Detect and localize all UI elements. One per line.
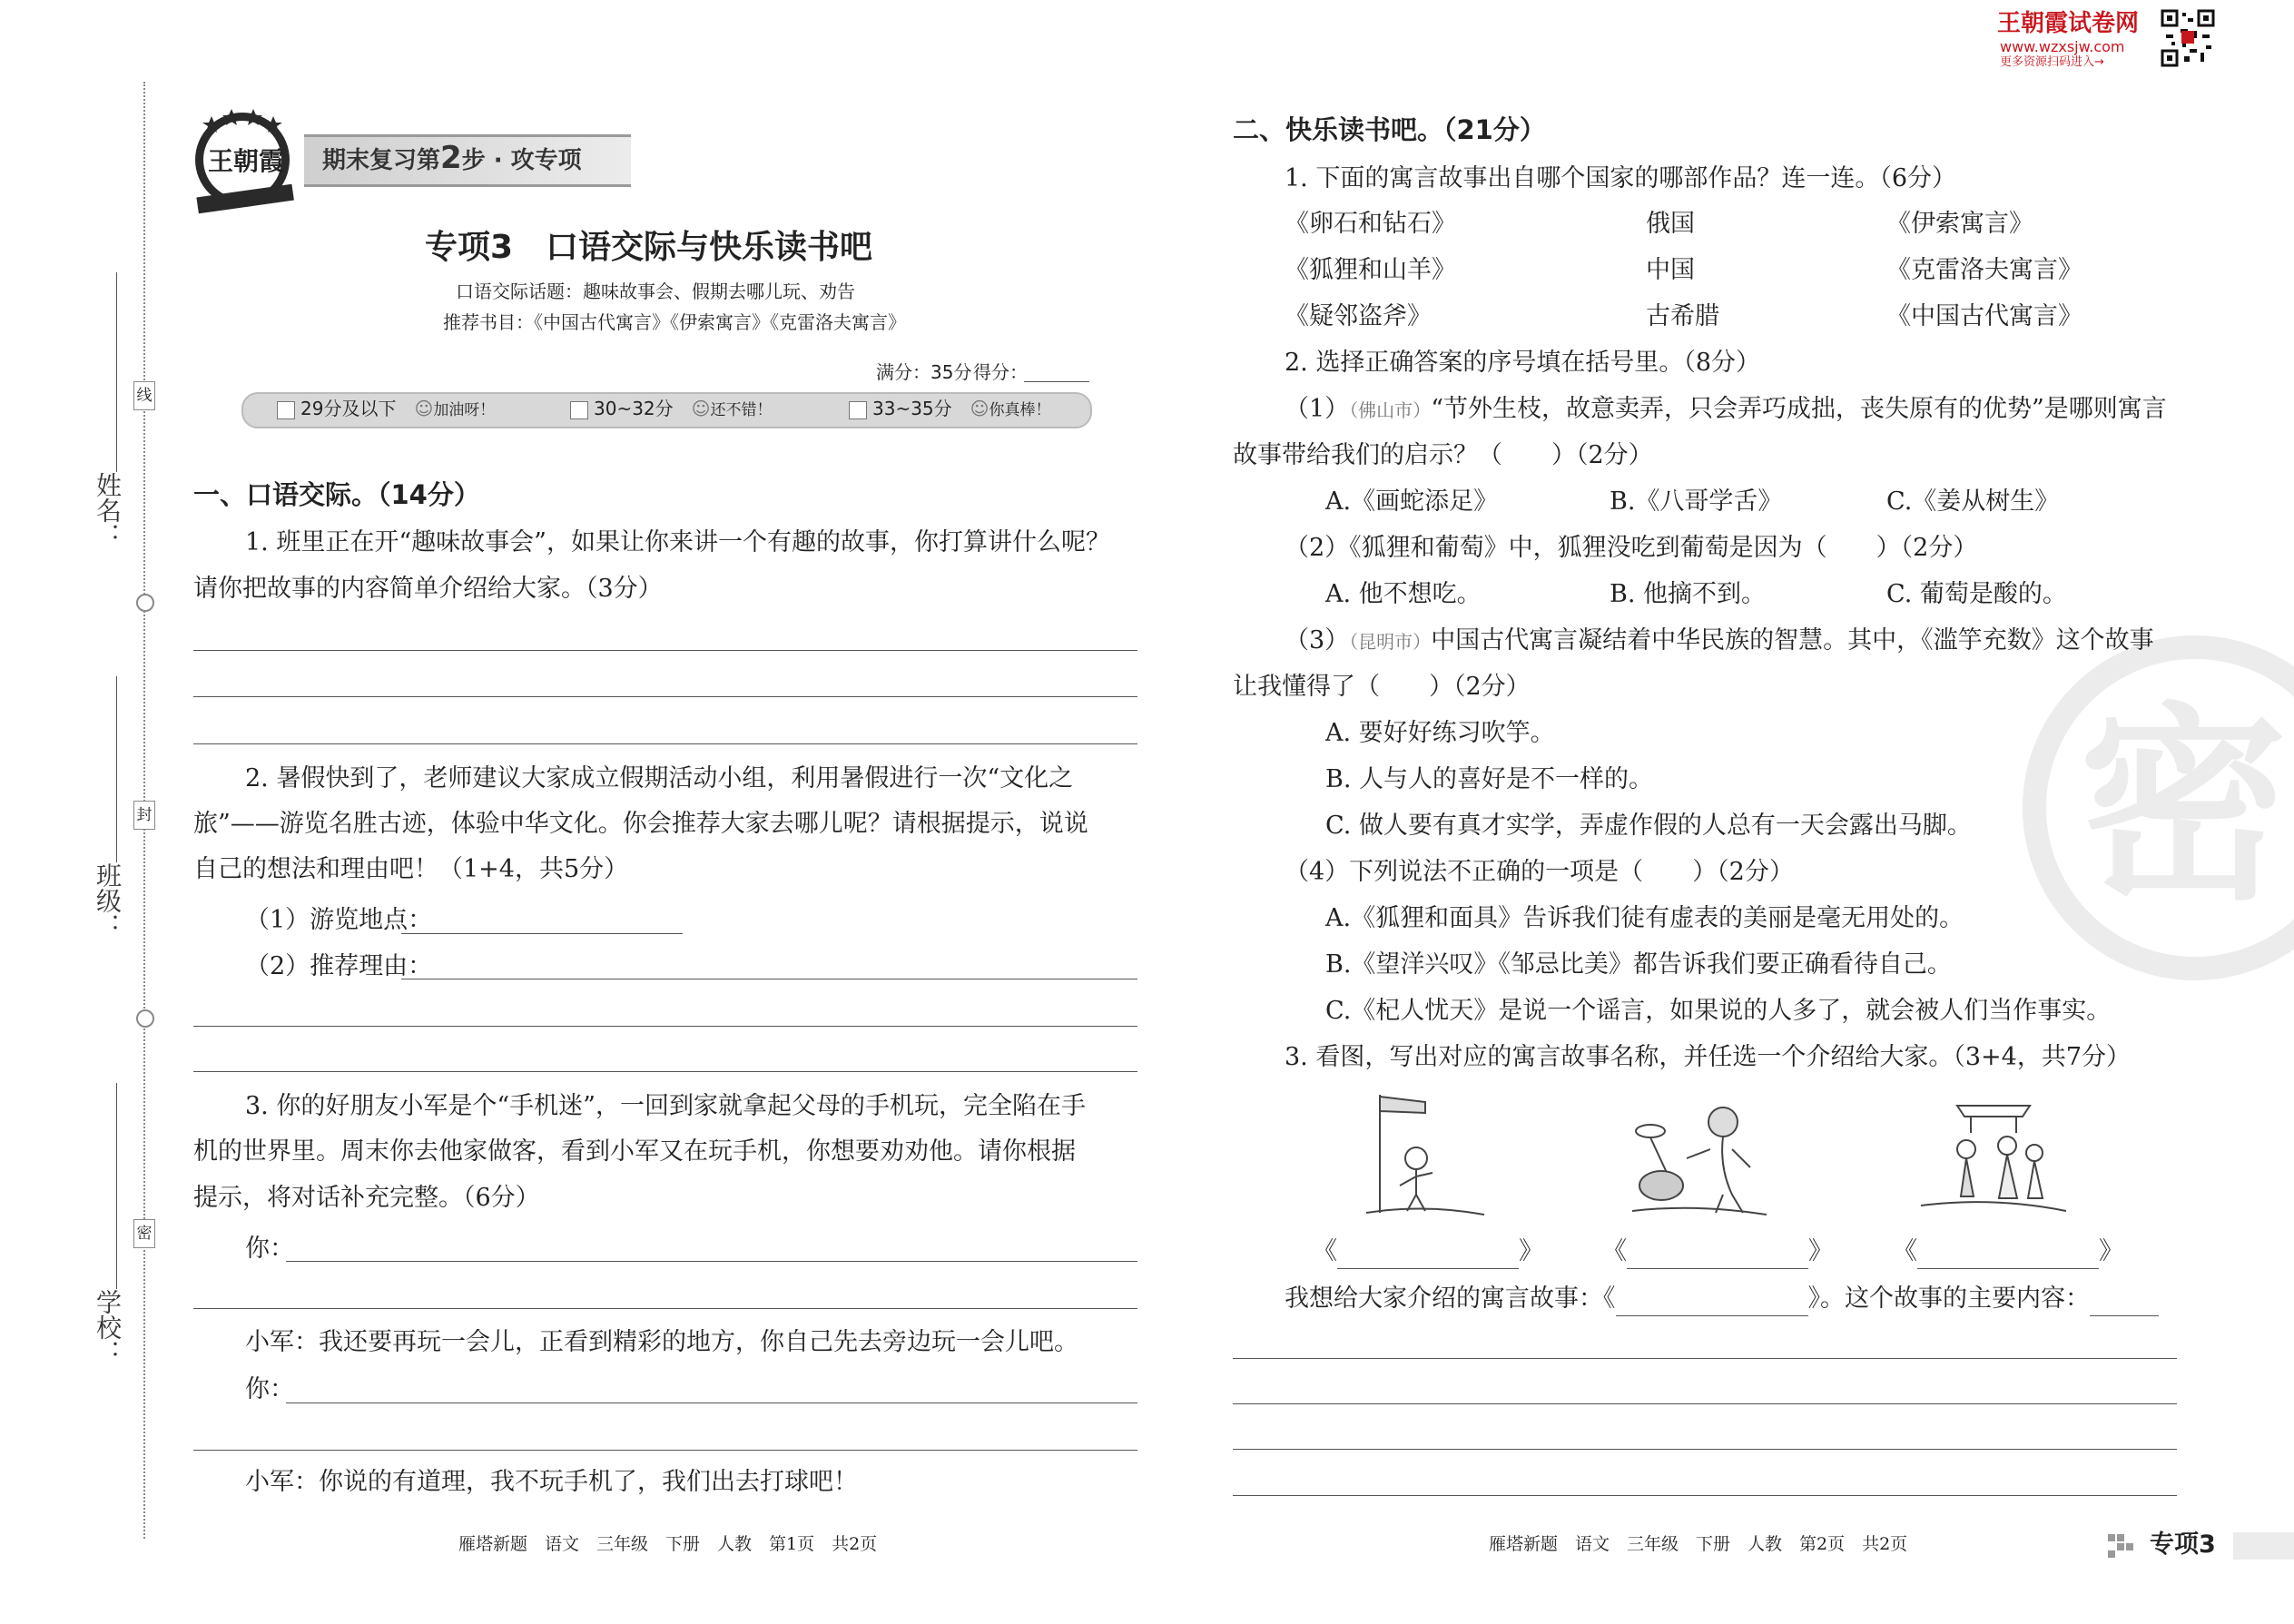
book-3[interactable]: 《中国古代寓言》 — [1886, 302, 2082, 330]
stage-banner-text: 期末复习第2步 · 攻专项 — [322, 140, 582, 176]
dialogue-xiaojun-1: 小军：我还要再玩一会儿，正看到精彩的地方，你自己先去旁边玩一会儿吧。 — [245, 1328, 1078, 1356]
s2q2-4-option-c[interactable]: C.《杞人忧天》是说一个谣言，如果说的人多了，就会被人们当作事实。 — [1325, 997, 2112, 1025]
dialogue-xiaojun-2: 小军：你说的有道理，我不玩手机了，我们出去打球吧！ — [245, 1468, 858, 1496]
intro-answer-line[interactable] — [1233, 1358, 2177, 1359]
story-2[interactable]: 《狐狸和山羊》 — [1285, 256, 1456, 284]
q1-text-2: 请你把故事的内容简单介绍给大家。（3分） — [193, 575, 663, 603]
corner-tag-bar — [2233, 1532, 2294, 1560]
checkbox-3[interactable] — [849, 401, 867, 419]
q2-reason-line[interactable] — [193, 1026, 1137, 1027]
s2q2-4-option-a[interactable]: A.《狐狸和面具》告诉我们徒有虚表的美丽是毫无用处的。 — [1325, 904, 1964, 932]
q3-text-3: 提示，将对话补充完整。（6分） — [193, 1184, 540, 1212]
q2-reason-line[interactable] — [193, 1071, 1137, 1072]
footer-right: 雁塔新题 语文 三年级 下册 人教 第2页 共2页 — [1489, 1534, 1908, 1554]
site-url: www.wzxsjw.com — [2000, 38, 2125, 55]
dialogue-you-2-line[interactable] — [193, 1450, 1137, 1451]
full-score: 满分：35分 — [876, 361, 972, 383]
binding-mark-2 — [136, 1009, 154, 1028]
fable-picture-3 — [1921, 1097, 2066, 1220]
q3-text-1: 3. 你的好朋友小军是个“手机迷”，一回到家就拿起父母的手机玩，完全陷在手 — [245, 1092, 1086, 1120]
fable-picture-1 — [1362, 1086, 1489, 1220]
s2q2-1-text-2: 故事带给我们的启示？（ ）（2分） — [1233, 441, 1653, 469]
s2q2-2-option-b[interactable]: B. 他摘不到。 — [1610, 580, 1767, 608]
q2-place-label: （1）游览地点： — [245, 906, 433, 934]
s2q2-1-text-1: （1）（佛山市）“节外生枝，故意卖弄，只会弄巧成拙，丧失原有的优势”是哪则寓言 — [1285, 395, 2167, 423]
s2q2-3-option-a[interactable]: A. 要好好练习吹竽。 — [1325, 719, 1555, 747]
s2q3-prompt: 3. 看图，写出对应的寓言故事名称，并任选一个介绍给大家。（3+4，共7分） — [1285, 1043, 2131, 1071]
q2-text-3: 自己的想法和理由吧！（1+4，共5分） — [193, 855, 629, 883]
section2-title: 二、快乐读书吧。（21分） — [1233, 114, 1546, 145]
dialogue-you-1-line[interactable] — [193, 1308, 1137, 1309]
picture-1-answer[interactable]: 《 》 — [1313, 1235, 1543, 1269]
rating-option-3[interactable]: 33~35分 ☺你真棒！ — [849, 394, 1051, 425]
intro-content-field[interactable] — [2090, 1288, 2159, 1316]
smiley-icon: ☺ — [691, 398, 711, 419]
name-field[interactable] — [116, 272, 117, 472]
smiley-icon: ☺ — [414, 398, 434, 419]
q1-text-1: 1. 班里正在开“趣味故事会”，如果让你来讲一个有趣的故事，你打算讲什么呢？ — [245, 528, 1110, 556]
smiley-icon: ☺ — [970, 398, 989, 419]
score-field[interactable] — [1024, 381, 1089, 382]
s2q2-prompt: 2. 选择正确答案的序号填在括号里。（8分） — [1285, 349, 1761, 377]
rating-option-1[interactable]: 29分及以下 ☺加油呀！ — [277, 394, 495, 425]
s2q2-1-option-b[interactable]: B.《八哥学舌》 — [1610, 487, 1783, 516]
corner-tag: 专项3 — [2150, 1530, 2216, 1559]
corner-tag-icon — [2108, 1534, 2133, 1558]
page-title: 专项3 口语交际与快乐读书吧 — [425, 229, 873, 266]
seal-box-2: 封 — [133, 801, 155, 830]
book-2[interactable]: 《克雷洛夫寓言》 — [1886, 256, 2082, 284]
story-1[interactable]: 《卵石和钻石》 — [1285, 210, 1456, 238]
dialogue-you-2: 你： — [245, 1375, 294, 1403]
q1-answer-line[interactable] — [193, 650, 1137, 651]
qr-code[interactable] — [2161, 9, 2215, 67]
s2q2-4-option-b[interactable]: B.《望洋兴叹》《邹忌比美》都告诉我们要正确看待自己。 — [1325, 950, 1952, 979]
s2q2-2-text: （2）《狐狸和葡萄》中，狐狸没吃到葡萄是因为（ ）（2分） — [1285, 534, 1978, 562]
logo-text: 王朝霞 — [208, 146, 285, 176]
dialogue-you-1-field[interactable] — [286, 1261, 1137, 1262]
site-hint: 更多资源扫码进入→ — [2000, 55, 2104, 69]
class-label: 班级： — [93, 862, 123, 939]
score-label: 得分： — [973, 361, 1028, 383]
s2q2-2-option-c[interactable]: C. 葡萄是酸的。 — [1886, 580, 2067, 608]
s2q2-4-text: （4）下列说法不正确的一项是（ ）（2分） — [1285, 858, 1794, 886]
section1-title: 一、口语交际。（14分） — [193, 479, 480, 510]
s2q1-prompt: 1. 下面的寓言故事出自哪个国家的哪部作品？连一连。（6分） — [1285, 164, 1957, 192]
intro-answer-line[interactable] — [1233, 1403, 2177, 1404]
watermark-character: 密 — [2079, 686, 2289, 929]
country-3[interactable]: 古希腊 — [1646, 302, 1719, 330]
school-field[interactable] — [116, 1083, 117, 1289]
checkbox-1[interactable] — [277, 401, 295, 419]
dialogue-you-1: 你： — [245, 1235, 294, 1263]
country-1[interactable]: 俄国 — [1646, 210, 1695, 238]
q2-reason-label: （2）推荐理由： — [245, 952, 433, 980]
binding-mark-1 — [136, 594, 154, 612]
q2-place-field[interactable] — [401, 933, 683, 934]
book-1[interactable]: 《伊索寓言》 — [1886, 210, 2033, 238]
site-name: 王朝霞试卷网 — [1997, 10, 2140, 37]
s2q2-3-text-1: （3）（昆明市）中国古代寓言凝结着中华民族的智慧。其中，《滥竽充数》这个故事 — [1285, 626, 2154, 655]
class-field[interactable] — [116, 676, 117, 862]
picture-3-answer[interactable]: 《 》 — [1893, 1235, 2123, 1269]
intro-answer-line[interactable] — [1233, 1495, 2177, 1496]
picture-2-answer[interactable]: 《 》 — [1602, 1235, 1833, 1269]
oral-topics: 口语交际话题：趣味故事会、假期去哪儿玩、劝告 — [456, 281, 855, 302]
story-3[interactable]: 《疑邻盗斧》 — [1285, 302, 1432, 330]
s2q2-3-option-b[interactable]: B. 人与人的喜好是不一样的。 — [1325, 765, 1654, 793]
q3-text-2: 机的世界里。周末你去他家做客，看到小军又在玩手机，你想要劝劝他。请你根据 — [193, 1137, 1076, 1166]
seal-box-1: 线 — [133, 381, 155, 410]
q2-text-2: 旅”——游览名胜古迹，体验中华文化。你会推荐大家去哪儿呢？请根据提示，说说 — [193, 810, 1088, 838]
footer-left: 雁塔新题 语文 三年级 下册 人教 第1页 共2页 — [458, 1534, 878, 1554]
q1-answer-line[interactable] — [193, 743, 1137, 744]
name-label: 姓名： — [93, 472, 123, 548]
checkbox-2[interactable] — [570, 401, 588, 419]
seal-box-3: 密 — [133, 1219, 155, 1248]
rating-option-2[interactable]: 30~32分 ☺还不错！ — [570, 394, 773, 425]
intro-sentence: 我想给大家介绍的寓言故事：《 》。这个故事的主要内容： — [1285, 1282, 2159, 1316]
s2q2-2-option-a[interactable]: A. 他不想吃。 — [1325, 580, 1482, 608]
recommended-books: 推荐书目：《中国古代寓言》《伊索寓言》《克雷洛夫寓言》 — [443, 311, 906, 333]
intro-story-field[interactable] — [1616, 1288, 1808, 1316]
q1-answer-line[interactable] — [193, 696, 1137, 697]
s2q2-3-option-c[interactable]: C. 做人要有真才实学，弄虚作假的人总有一天会露出马脚。 — [1325, 812, 1972, 840]
s2q2-3-text-2: 让我懂得了（ ）（2分） — [1233, 673, 1531, 701]
intro-answer-line[interactable] — [1233, 1449, 2177, 1450]
q2-text-1: 2. 暑假快到了，老师建议大家成立假期活动小组，利用暑假进行一次“文化之 — [245, 764, 1074, 792]
country-2[interactable]: 中国 — [1646, 256, 1695, 284]
s2q2-1-option-a[interactable]: A.《画蛇添足》 — [1325, 487, 1499, 516]
brand-logo — [186, 107, 304, 214]
school-label: 学校： — [93, 1289, 123, 1365]
s2q2-1-option-c[interactable]: C.《姜从树生》 — [1886, 487, 2060, 516]
fable-picture-2 — [1632, 1095, 1767, 1220]
